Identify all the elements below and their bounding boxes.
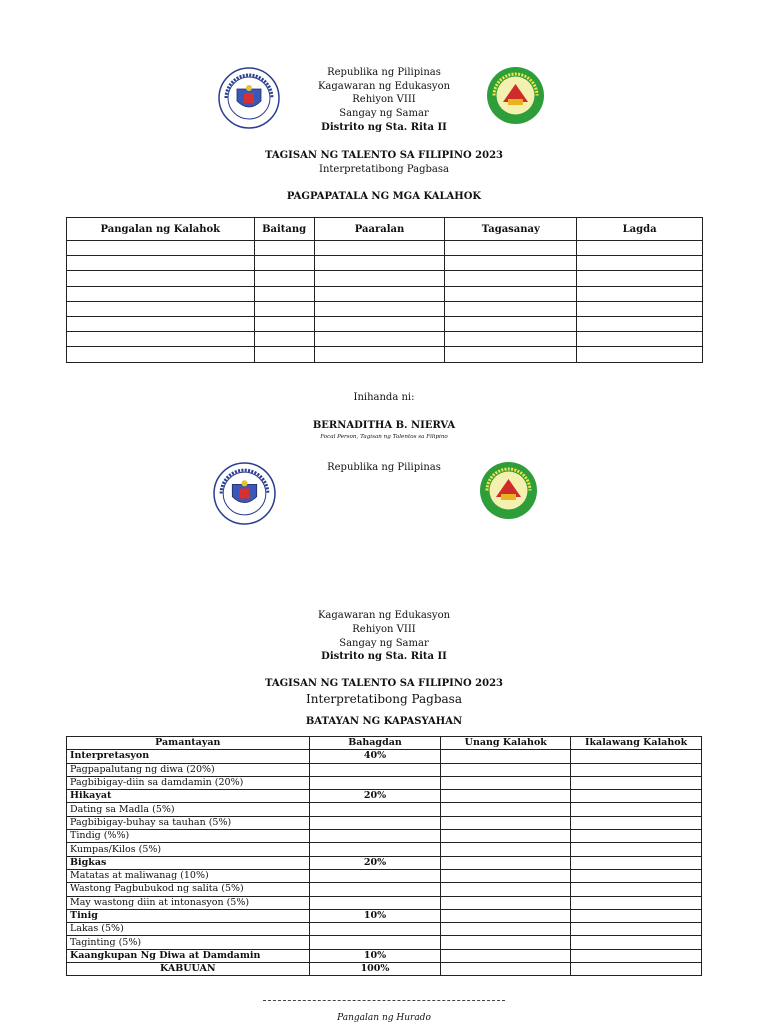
prepared-label: Inihanda ni:	[353, 392, 415, 403]
criterion-label: Tinig	[67, 909, 310, 922]
table-row	[67, 803, 702, 816]
criterion-percent	[309, 803, 441, 816]
score-cell-first[interactable]	[441, 816, 571, 829]
table-row	[67, 963, 702, 976]
table-cell[interactable]	[445, 316, 577, 331]
score-cell-first[interactable]	[441, 790, 571, 803]
criterion-percent	[309, 763, 441, 776]
table-cell[interactable]	[67, 316, 255, 331]
criterion-percent	[309, 883, 441, 896]
table-cell[interactable]	[314, 316, 445, 331]
table-cell[interactable]	[314, 286, 445, 301]
score-cell-second[interactable]	[571, 896, 702, 909]
criterion-label: Pagbibigay-diin sa damdamin (20%)	[67, 776, 310, 789]
criterion-percent	[309, 923, 441, 936]
table-cell[interactable]	[577, 271, 703, 286]
criterion-percent	[309, 776, 441, 789]
criterion-percent: 20%	[309, 856, 441, 869]
score-cell-second[interactable]	[571, 816, 702, 829]
column-header: Lagda	[577, 218, 703, 241]
table-cell[interactable]	[445, 332, 577, 347]
score-cell-second[interactable]	[571, 963, 702, 976]
criterion-percent: 100%	[309, 963, 441, 976]
table-row	[67, 936, 702, 949]
criterion-label: May wastong diin at intonasyon (5%)	[67, 896, 310, 909]
score-cell-second[interactable]	[571, 790, 702, 803]
event-subtitle: Interpretatibong Pagbasa	[306, 692, 462, 706]
signature-line	[263, 1000, 505, 1001]
table-cell[interactable]	[254, 256, 314, 271]
criterion-percent	[309, 830, 441, 843]
criterion-percent	[309, 869, 441, 882]
criterion-percent	[309, 936, 441, 949]
table-row	[67, 843, 702, 856]
column-header: Bahagdan	[309, 737, 441, 750]
criterion-label: Pagbibigay-buhay sa tauhan (5%)	[67, 816, 310, 829]
table-cell[interactable]	[445, 301, 577, 316]
column-header: Pangalan ng Kalahok	[67, 218, 255, 241]
table-row	[67, 241, 703, 256]
criterion-percent: 10%	[309, 949, 441, 962]
score-cell-first[interactable]	[441, 803, 571, 816]
column-header: Tagasanay	[445, 218, 577, 241]
prepared-name: BERNADITHA B. NIERVA	[312, 420, 456, 431]
criterion-label: Matatas at maliwanag (10%)	[67, 869, 310, 882]
table-cell[interactable]	[314, 332, 445, 347]
table-row	[67, 816, 702, 829]
table-cell[interactable]	[254, 316, 314, 331]
table-cell[interactable]	[577, 316, 703, 331]
score-cell-second[interactable]	[571, 843, 702, 856]
table-row	[67, 909, 702, 922]
criterion-percent: 10%	[309, 909, 441, 922]
column-header: Ikalawang Kalahok	[571, 737, 702, 750]
score-cell-second[interactable]	[571, 763, 702, 776]
score-cell-first[interactable]	[441, 856, 571, 869]
criterion-label: Bigkas	[67, 856, 310, 869]
score-cell-first[interactable]	[441, 830, 571, 843]
table-cell[interactable]	[67, 271, 255, 286]
table-row	[67, 286, 703, 301]
header-line: Kagawaran ng Edukasyon	[317, 610, 451, 621]
table-cell[interactable]	[67, 241, 255, 256]
table-row	[67, 271, 703, 286]
score-cell-first[interactable]	[441, 883, 571, 896]
score-cell-second[interactable]	[571, 830, 702, 843]
score-cell-first[interactable]	[441, 936, 571, 949]
score-cell-first[interactable]	[441, 763, 571, 776]
criterion-label: Taginting (5%)	[67, 936, 310, 949]
criterion-percent: 40%	[309, 750, 441, 763]
header-line: Republika ng Pilipinas	[327, 462, 441, 473]
criterion-label: Tindig (%%)	[67, 830, 310, 843]
criterion-percent	[309, 896, 441, 909]
event-title: TAGISAN NG TALENTO SA FILIPINO 2023	[264, 150, 504, 161]
column-header: Paaralan	[314, 218, 445, 241]
table-cell[interactable]	[254, 286, 314, 301]
score-cell-second[interactable]	[571, 883, 702, 896]
table-row	[67, 776, 702, 789]
table-cell[interactable]	[254, 271, 314, 286]
table-cell[interactable]	[254, 301, 314, 316]
score-cell-first[interactable]	[441, 843, 571, 856]
column-header: Baitang	[254, 218, 314, 241]
header-line: Rehiyon VIII	[352, 624, 416, 635]
table-row	[67, 316, 703, 331]
score-cell-first[interactable]	[441, 896, 571, 909]
event-title: TAGISAN NG TALENTO SA FILIPINO 2023	[264, 678, 504, 689]
section-title: BATAYAN NG KAPASYAHAN	[305, 716, 463, 727]
table-cell[interactable]	[445, 271, 577, 286]
table-cell[interactable]	[67, 301, 255, 316]
criterion-label: Interpretasyon	[67, 750, 310, 763]
table-cell[interactable]	[577, 241, 703, 256]
table-row	[67, 347, 703, 362]
header-line: Rehiyon VIII	[352, 94, 416, 105]
header-district: Distrito ng Sta. Rita II	[321, 651, 447, 662]
score-cell-first[interactable]	[441, 776, 571, 789]
table-cell[interactable]	[445, 286, 577, 301]
score-cell-first[interactable]	[441, 750, 571, 763]
table-cell[interactable]	[314, 301, 445, 316]
criterion-label: Pagpapalutang ng diwa (20%)	[67, 763, 310, 776]
table-cell[interactable]	[254, 332, 314, 347]
header-line: Kagawaran ng Edukasyon	[317, 81, 451, 92]
criterion-label: Kaangkupan Ng Diwa at Damdamin	[67, 949, 310, 962]
criterion-label: Kumpas/Kilos (5%)	[67, 843, 310, 856]
table-row	[67, 830, 702, 843]
table-cell[interactable]	[445, 256, 577, 271]
criterion-percent	[309, 843, 441, 856]
table-row	[67, 332, 703, 347]
table-cell[interactable]	[445, 347, 577, 362]
table-cell[interactable]	[67, 332, 255, 347]
table-cell[interactable]	[577, 286, 703, 301]
registration-table	[66, 217, 703, 363]
header-line: Sangay ng Samar	[339, 108, 429, 119]
table-cell[interactable]	[67, 286, 255, 301]
criterion-label: Wastong Pagbubukod ng salita (5%)	[67, 883, 310, 896]
table-row	[67, 256, 703, 271]
header-district: Distrito ng Sta. Rita II	[321, 122, 447, 133]
table-cell[interactable]	[445, 241, 577, 256]
section-title: PAGPAPATALA NG MGA KALAHOK	[286, 191, 482, 202]
criteria-table	[66, 736, 702, 976]
score-cell-second[interactable]	[571, 750, 702, 763]
table-row	[67, 750, 702, 763]
score-cell-second[interactable]	[571, 949, 702, 962]
table-row	[67, 949, 702, 962]
table-row	[67, 896, 702, 909]
table-cell[interactable]	[577, 347, 703, 362]
score-cell-first[interactable]	[441, 909, 571, 922]
table-cell[interactable]	[314, 347, 445, 362]
event-subtitle: Interpretatibong Pagbasa	[319, 164, 449, 175]
score-cell-second[interactable]	[571, 776, 702, 789]
score-cell-second[interactable]	[571, 909, 702, 922]
table-row	[67, 856, 702, 869]
table-cell[interactable]	[67, 347, 255, 362]
column-header: Unang Kalahok	[441, 737, 571, 750]
criterion-percent: 20%	[309, 790, 441, 803]
table-cell[interactable]	[254, 347, 314, 362]
table-cell[interactable]	[577, 301, 703, 316]
score-cell-second[interactable]	[571, 869, 702, 882]
score-cell-second[interactable]	[571, 923, 702, 936]
header-line: Republika ng Pilipinas	[327, 67, 441, 78]
prepared-role: Focal Person, Tagisan ng Talentos sa Filipino	[320, 434, 448, 440]
criterion-label: Lakas (5%)	[67, 923, 310, 936]
table-cell[interactable]	[314, 241, 445, 256]
table-row	[67, 869, 702, 882]
table-row	[67, 923, 702, 936]
header-line: Sangay ng Samar	[339, 638, 429, 649]
table-cell[interactable]	[314, 256, 445, 271]
table-row	[67, 883, 702, 896]
score-cell-first[interactable]	[441, 963, 571, 976]
table-cell[interactable]	[254, 241, 314, 256]
criterion-percent	[309, 816, 441, 829]
criterion-label: Dating sa Madla (5%)	[67, 803, 310, 816]
score-cell-second[interactable]	[571, 856, 702, 869]
score-cell-first[interactable]	[441, 869, 571, 882]
table-row	[67, 301, 703, 316]
table-row	[67, 763, 702, 776]
district-seal-icon	[479, 461, 538, 520]
table-cell[interactable]	[577, 256, 703, 271]
table-row	[67, 790, 702, 803]
criterion-label: Hikayat	[67, 790, 310, 803]
table-cell[interactable]	[314, 271, 445, 286]
table-cell[interactable]	[67, 256, 255, 271]
table-cell[interactable]	[577, 332, 703, 347]
score-cell-second[interactable]	[571, 803, 702, 816]
criterion-label: KABUUAN	[67, 963, 310, 976]
signature-label: Pangalan ng Hurado	[337, 1013, 431, 1023]
deped-seal-icon	[213, 462, 276, 525]
score-cell-first[interactable]	[441, 923, 571, 936]
column-header: Pamantayan	[67, 737, 310, 750]
score-cell-first[interactable]	[441, 949, 571, 962]
score-cell-second[interactable]	[571, 936, 702, 949]
